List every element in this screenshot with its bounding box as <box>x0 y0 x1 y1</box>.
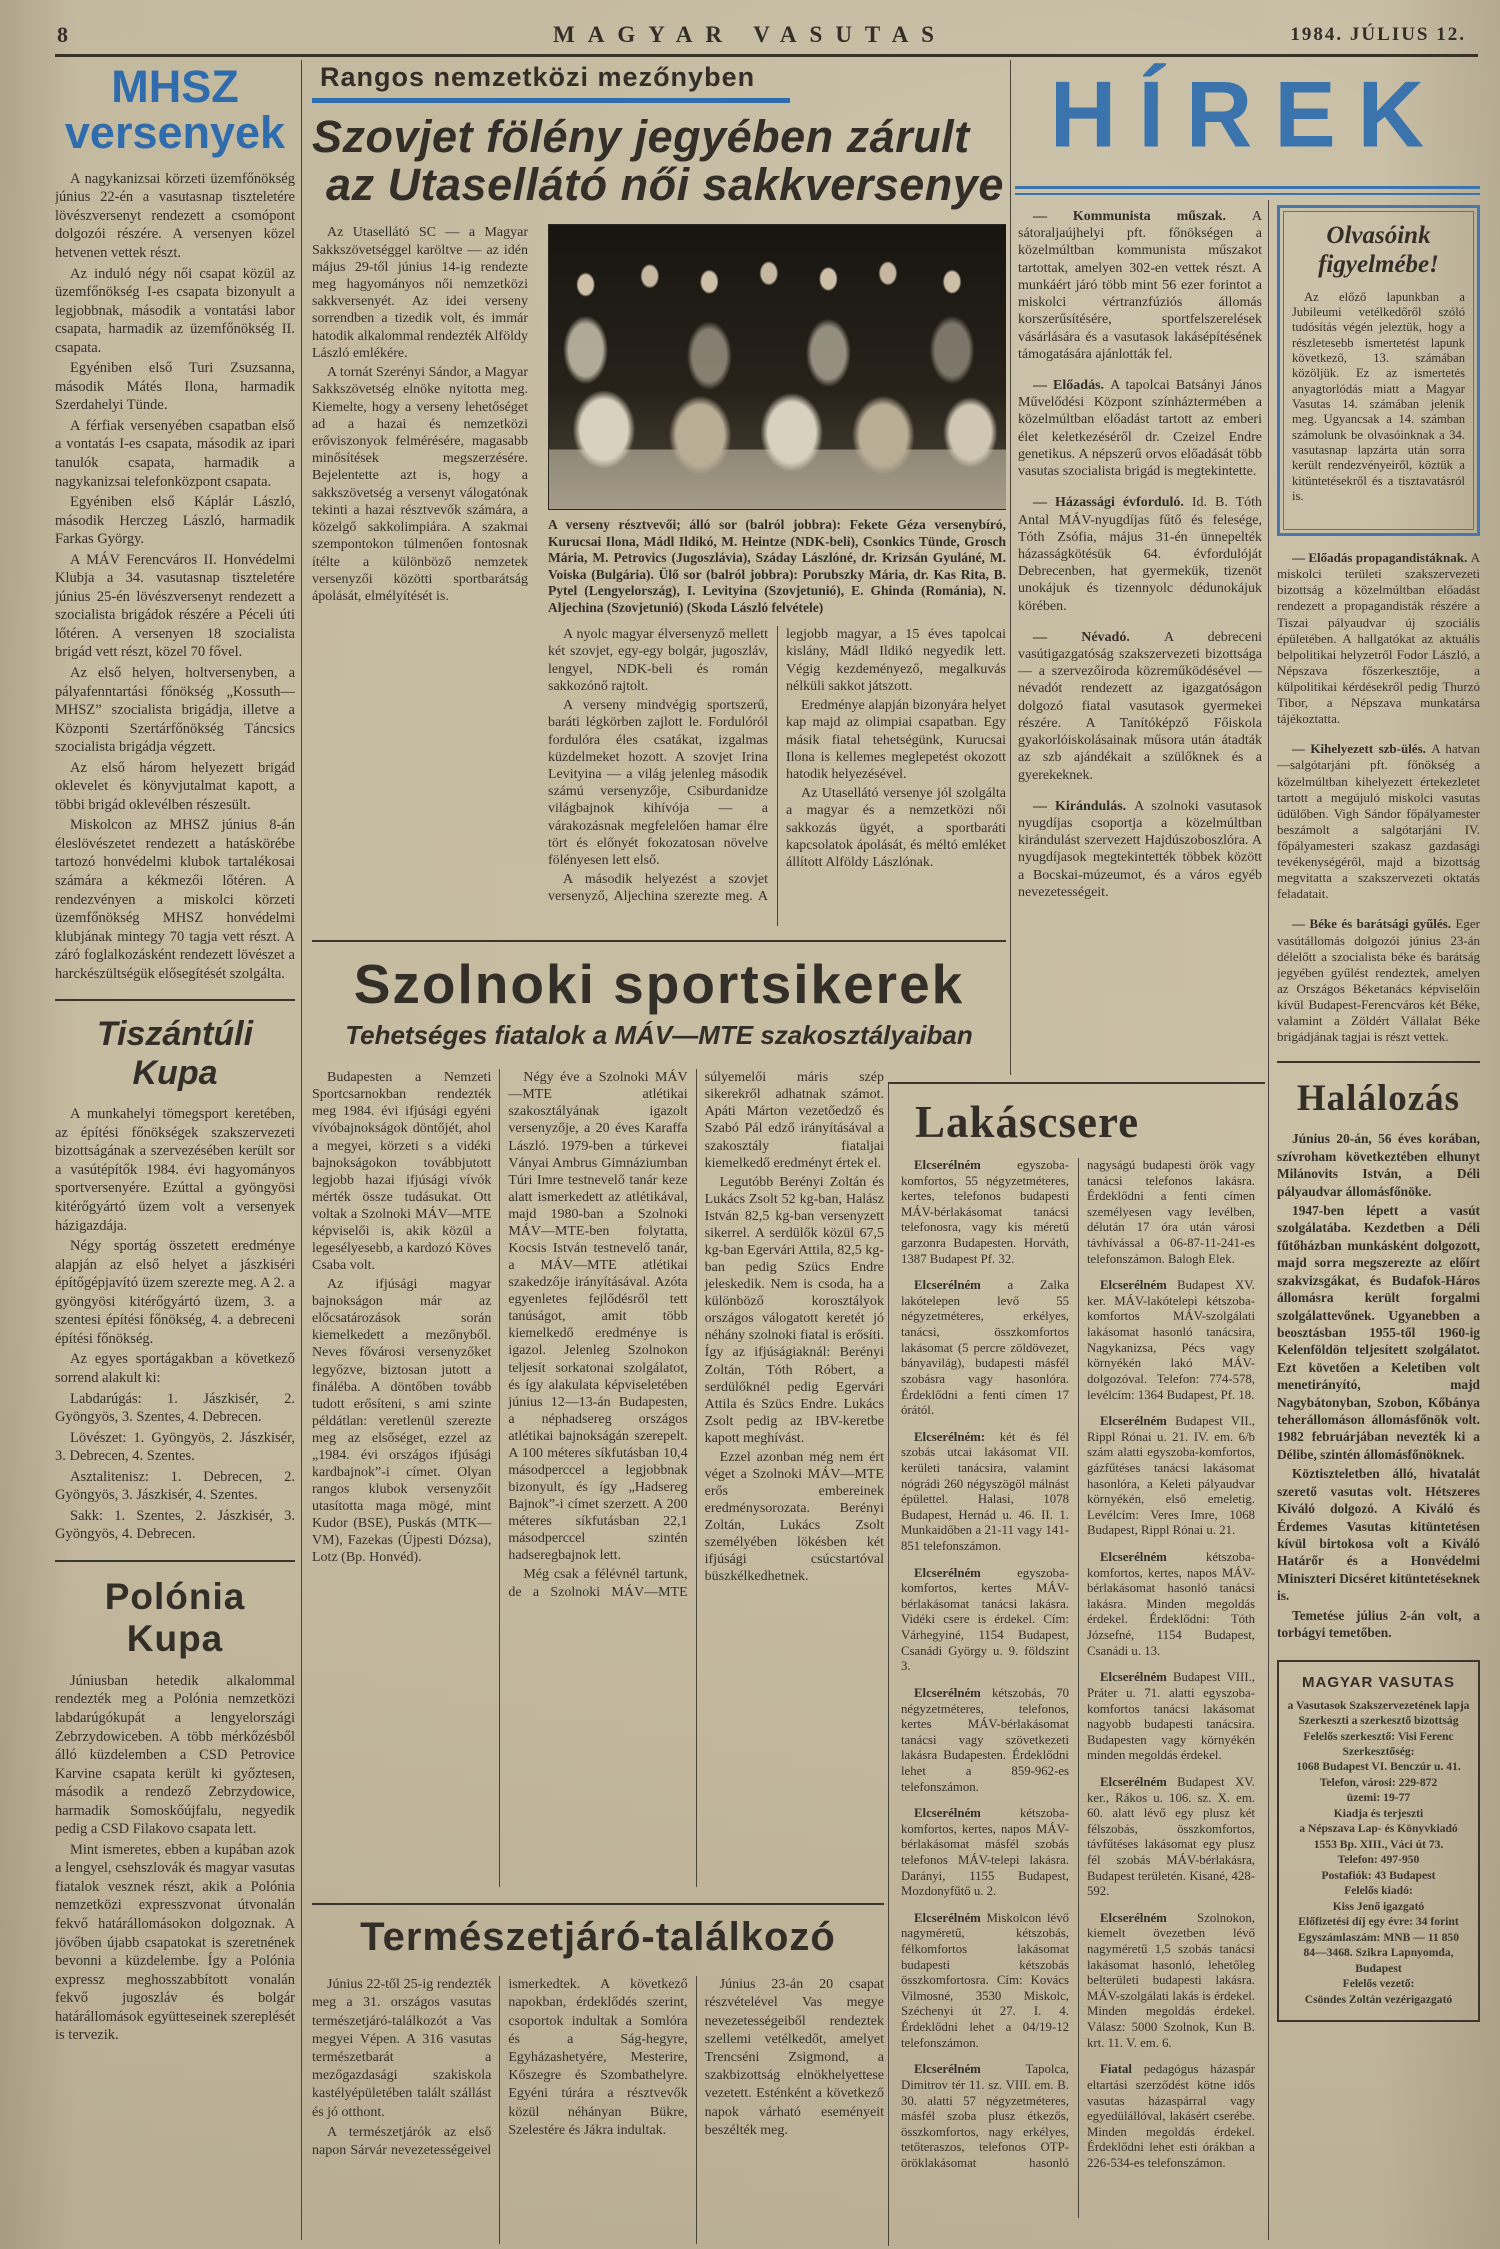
paragraph: Még csak a félévnél tartunk, de a Szolnoki MÁV—MTE súlyemelői máris szép sikerekről adhatnak számot. Apáti Márton vezetőedző és Szabó Pál edző irányításával a szakosztály fiataljai kiemelkedő eredményt értek el. <box>508 1070 884 1600</box>
impressum-box <box>1277 1660 1480 2023</box>
item-lead: — Kirándulás. <box>1033 798 1135 814</box>
right-column <box>1277 205 1480 2243</box>
chess-article-right-area <box>548 224 1006 926</box>
left-column <box>55 64 295 2244</box>
newspaper-masthead: MAGYAR VASUTAS <box>553 22 947 47</box>
hirek-logo-rule <box>1015 193 1480 195</box>
item-lead: — Béke és barátsági gyűlés. <box>1292 916 1456 932</box>
impressum-line: Szerkesztőség: <box>1342 1744 1415 1758</box>
szolnoki-title: Szolnoki sportsikerek <box>353 953 965 1016</box>
paragraph: Négy sportág összetett eredménye alapján az első helyet a jászkiséri építőgépjavító üzem szerezte meg. A 2. a gyöngyösi kitérőgyártó üzem, 3. a szentesi építési főnökség, 4. a debreceni építési főnökség. <box>55 1238 295 1347</box>
olvasoink-inner-frame <box>1283 211 1474 530</box>
polonia-kupa-title: Polónia Kupa <box>104 1575 246 1659</box>
paragraph: A férfiak versenyében csapatban első a vontatás I-es csapata, második az ipari tanulók csapata, harmadik a nagykanizsai telefonközpont csapata. <box>55 417 295 490</box>
paragraph: A MÁV Ferencváros II. Honvédelmi Klubja a 34. vasutasnap tiszteletére június 25-én lövészversenyt rendezett a szocialista brigádok részére a Péceli úti lőtéren. A versenyen 18 szocialista brigád vett részt, közel 70 fővel. <box>55 551 295 661</box>
paragraph: Lövészet: 1. Gyöngyös, 2. Jászkisér, 3. Debrecen, 4. Szentes. <box>55 1429 295 1465</box>
paragraph: Egyéniben első Turi Zsuzsanna, második Mátés Ilona, harmadik Szerdahelyi Tünde. <box>55 360 295 414</box>
tiszantuli-kupa-title: Tiszántúli Kupa <box>96 1015 254 1093</box>
szolnoki-article-body <box>312 1069 884 1887</box>
chess-group-photo <box>548 224 1006 510</box>
hirek-logo: HÍREK <box>1049 62 1447 167</box>
section-rule <box>1277 1061 1480 1063</box>
item-lead: Elcserélném <box>1100 1550 1206 1565</box>
section-rule <box>55 999 295 1001</box>
paragraph: Június 20-án, 56 éves korában, szívroham következtében elhunyt Milánovits István, a Déli pályaudvar állomásfőnöke. <box>1277 1131 1480 1199</box>
classified-ad: Fiatal pedagógus házaspár eltartási szerződést kötne idős vasutas házaspárral vagy egyedülállóval, lakásért cserébe. Minden megoldás érdekel. Érdeklődni lehet esti órákban a 226-534-es telefonszámon. <box>1087 2062 1255 2170</box>
impressum-line: Csöndes Zoltán vezérigazgató <box>1304 1992 1453 2006</box>
page-number: 8 <box>57 22 68 47</box>
classified-ad: Elcserélném a Zalka lakótelepen levő 55 négyzetméteres, erkélyes, tanácsi, összkomfortos lakásomat (5 percre zöldövezet, bányavilág), budapesti másfél szobásra vagy hasonlóra. Érdeklődni a fenti címen 17 órától. <box>901 1278 1069 1418</box>
impressum-line: Telefon, városi: 229-872 <box>1319 1775 1438 1789</box>
news-item: — Béke és barátsági gyűlés. Eger vasútállomás dolgozói június 23-án délelőtt a szocialista béke és barátság jegyében gyűlést rendeztek, amelyen az Országos Béketanács képviselőin kívül Budapest-Ferencváros két Béke, valamint a Zöldért Vállalat Béke brigádjának tagjai is részt vettek. <box>1277 916 1480 1045</box>
paragraph: Sakk: 1. Szentes, 2. Jászkisér, 3. Gyöngyös, 4. Debrecen. <box>55 1507 295 1543</box>
mhsz-title-line1: MHSZ <box>111 64 239 112</box>
chess-article <box>312 224 1006 926</box>
impressum-line: Telefon: 497-950 <box>1337 1853 1420 1867</box>
paragraph: Egyéniben első Káplár László, második Herczeg László, harmadik Farkas György. <box>55 494 295 548</box>
paragraph: Az első helyen, holtversenyben, a pályafenntartási főnökség „Kossuth—MHSZ” szocialista brigádja, illetve a Központi Szertárfőnökség Táncsics szocialista brigádja végzett. <box>55 665 295 756</box>
impressum-lines <box>1286 1699 1471 2008</box>
paragraph: A munkahelyi tömegsport keretében, az építési főnökségek szakszervezeti bizottságának a szervezésében került sor a vasútépítők 1984. évi hagyományos sportversenyére. Ezúttal a gyöngyösi kitérőgyártó üzem volt a versenyek házigazdája. <box>55 1106 295 1234</box>
olvasoink-notice-box <box>1277 205 1480 536</box>
paragraph: Júniusban hetedik alkalommal rendezték meg a Polónia nemzetközi labdarúgókupát a lengyelországi Zebrzydowiceben. A több mérkőzésből álló küzdelemben a CSD Petrovice Karvine csapata került ki győztesen, második a rendező Zebrzydowice, harmadik Somoskőújfalu, negyedik pedig a CSD Filakovo csapata lett. <box>55 1672 295 1838</box>
chess-article-continuation <box>548 626 1006 926</box>
item-lead: Elcserélném <box>1100 1670 1173 1685</box>
section-rule <box>312 940 1006 942</box>
paragraph: Június 22-től 25-ig rendezték meg a 31. országos vasutas természetjáró-találkozót a Vas megyei Vépen. A 316 vasutas természetbarát a mezőgazdasági szakiskola kastélyépületében talált szállást és jó otthont. <box>312 1977 492 2120</box>
paragraph: Mint ismeretes, ebben a kupában azok a lengyel, csehszlovák és magyar vasutas fiatalok vesznek részt, akik a Polónia nemzetközi expresszvonat útvonalán fekvő határállomásokon dolgoznak. A jövőben újabb csapatokat is szeretnének bevonni a küzdelembe. Így a Polónia expressz meghosszabbított vonalán fekvő jugoszláv és bolgár határállomások együtteseinek szereplését is tervezik. <box>55 1841 295 2044</box>
classified-ad: Elcserélném Budapest XV. ker., Rákos u. 106. sz. X. em. 60. alatt lévő egy plusz két félszobás, összkomfortos, távfűtéses lakásomat egy plusz fél szobás MÁV-bérlakásra, Budapest területén. Kisané, 428-592. <box>1087 1774 1255 1899</box>
classified-ad: Elcserélném Budapest XV. ker. MÁV-lakótelepi kétszoba-komfortos MÁV-szolgálati lakásomat hasonló tanácsira, Nagykanizsa, Pécs vagy környékén lakó MÁV-dolgozóval. Telefon: 774-578, levélcím: 1364 Budapest, Pf. 18. <box>1087 1278 1255 1402</box>
paragraph: Köztiszteletben álló, hivatalát szerető vasutas volt. Hétszeres Kiváló dolgozó. A Kiváló és Érdemes Vasutas kitüntetésen kívül birtokosa volt a Kiváló Határőr és a Honvédelmi Miniszteri Dicséret kitüntetéseknek is. <box>1277 1466 1480 1604</box>
column-rule-center <box>1010 60 1011 1075</box>
impressum-line: Felelős kiadó: <box>1344 1884 1413 1898</box>
news-item: — Kirándulás. A szolnoki vasutasok nyugdíjas csoportja a közelmúltban kirándulást szervezett Hajdúszoboszlóra. A nyugdíjasok megtekintették többek között a Bocskai-múzeumot, és a város egyéb nevezetességeit. <box>1018 798 1262 900</box>
olvasoink-text: Az előző lapunkban a Jubileumi vetélkedőről szóló tudósítás végén jeleztük, hogy a részletesebb ismertetést lapunk következő, 13. számában közöljük. Ez az ismertetés anyagtorlódás miatt a Magyar Vasutas 14. számában jelenik meg. Ugyancsak a 14. számban számolunk be olvasóinknak a 34. vasutasnap lapzárta után sorra került rendezvényeiről, köztük a kitüntetésekről és a tisztavatásról is. <box>1292 289 1465 504</box>
item-lead: — Kihelyezett szb-ülés. <box>1292 741 1432 757</box>
paragraph: Az egyes sportágakban a következő sorrend alakult ki: <box>55 1351 295 1386</box>
paragraph: Legutóbb Berényi Zoltán és Lukács Zsolt 52 kg-ban, Halász István 82,5 kg-ban versenyzett sikerrel. A serdülők közül 67,5 kg-ban Egervári Attila, 82,5 kg-ban pedig Szücs Endre jeleskedik. Nem is csoda, ha a különböző korosztályok országos válogatott keretét jó néhány szolnoki fiatal is erősíti. Így az ifjúságiaknál: Berényi Zoltán, Tóth Róbert, a serdülőknél pedig Egervári Attila és Szücs Endre. Lukács Zsolt pedig az IBV-keretbe kapott meghívást. <box>704 1174 884 1446</box>
impressum-line: Budapest <box>1355 1961 1402 1975</box>
item-lead: Elcserélném <box>914 1565 1018 1580</box>
paragraph: Június 23-án 20 csapat részvételével Vas megye nevezetességeiből rendeztek szellemi vetélkedőt, amelyet Trencséni Zsigmond, a szakbizottság elnökhelyettese vezetett. Esténként a következő napok várható eseményeit beszélték meg. <box>704 1977 884 2138</box>
paragraph: Az Utasellátó versenye jól szolgálta a magyar és a nemzetközi női sakkozás ügyét, a sportbaráti kapcsolatok ápolását, és méltó emléket állított Alföldy Lászlónak. <box>786 786 1006 871</box>
chess-headline-line2: az Utasellátó női sakkversenye <box>326 158 1004 210</box>
classified-ad: Elcserélném Budapest VIII., Práter u. 71. alatti egyszoba-komfortos tanácsi lakásomat nagyobb budapesti tanácsira. Budapesten vagy környékén minden megoldás érdekel. <box>1087 1670 1255 1763</box>
item-lead: Fiatal <box>1100 2062 1144 2077</box>
item-lead: — Házassági évforduló. <box>1033 495 1192 511</box>
classified-ad: Elcserélném kétszoba-komfortos, kertes, napos MÁV-bérlakásomat másfél szobás telefonos MÁV-telepi lakásra. Darányi, 1155 Budapest, Mozdonyfűtő u. 2. <box>901 1806 1069 1899</box>
impressum-line: a Népszava Lap- és Könyvkiadó <box>1299 1822 1458 1836</box>
item-lead: Elcserélném <box>914 1806 1020 1821</box>
hirek-news-column-2 <box>1277 550 1480 1045</box>
paragraph: A természetjárók az első napon Sárvár nevezetességeivel ismerkedtek. A következő napokban, érdeklődés szerint, csoportok indultak a Somlóra és a Ság-hegyre, Egyházashetyére, Mesterire, Kőszegre és Szombathelyre. Egyéni túrára a résztvevők közül néhányan Bükre, Szelestére és Jákra indultak. <box>312 1977 688 2158</box>
classified-ad: Elcserélném egyszoba-komfortos, kertes MÁV-bérlakásomat tanácsi lakásra. Vidéki csere is érdekel. Cím: Várhegyiné, 1154 Budapest, Csanádi György u. 9. földszint 3. <box>901 1565 1069 1674</box>
impressum-line: Kiss Jenő igazgató <box>1332 1899 1425 1913</box>
termeszetjaro-article-body <box>312 1976 884 2244</box>
news-item: — Előadás. A tapolcai Batsányi János Művelődési Központ színháztermében a közelmúltban előadást tartott az emberi élet keletkezéséről dr. Czeizel Endre genetikus. A népszerű orvos előadását több vasutas szocialista brigád is megtekintette. <box>1018 377 1262 480</box>
kicker-underline <box>312 98 790 103</box>
paragraph: Az ifjúsági magyar bajnokságon már az előcsatározások során kiemelkedett a mezőnyből. Neves fővárosi versenyzőket legyőzve, biztosan jutott a fináléba. A döntőben tovább tudott erősíteni, s ami szinte példátlan: veretlenül szerezte meg az elsőséget, ezzel az „1984. évi országos ifjúsági kardbajnok”-i címet. Olyan rangos klubok versenyzőit utasította maga mögé, mint Kudor (BSE), Puskás (MTK—VM), Fazekas (Újpesti Dózsa), Lotz (Bp. Honvéd). <box>312 1277 492 1566</box>
lakascsere-title: Lakáscsere <box>915 1097 1140 1147</box>
news-item: — Házassági évforduló. Id. B. Tóth Antal MÁV-nyugdíjas fűtő és felesége, Tóth Zsófia, május 31-én ünnepelték házasságkötésük 64. évfordulóját Debrecenben, hat gyermekük, tizenöt unokájuk és tizennyolc dédunokájuk körében. <box>1018 495 1262 614</box>
impressum-line: a Vasutasok Szakszervezetének lapja <box>1287 1698 1470 1712</box>
classified-ad: Elcserélném kétszobás, 70 négyzetméteres, telefonos, kertes MÁV-bérlakásomat tanácsi vagy szövetkezeti lakásra Budapesten. Érdeklődni lehet a 859-962-es telefonszámon. <box>901 1685 1069 1794</box>
item-lead: — Előadás propagandistáknak. <box>1292 550 1471 566</box>
news-item: — Kihelyezett szb-ülés. A hatvan—salgótarjáni pft. főnökség a közelmúltban kihelyezett értekezletet tartott a megújuló miskolci vasutas üdülőben. Vigh Sándor főpályamester beszámolt a salgótarjáni IV. főpályamesteri szakasz gazdasági tevékenységéről, majd a bizottság megvitatta a szakszervezeti oktatás feladatait. <box>1277 741 1480 902</box>
paragraph: A tornát Szerényi Sándor, a Magyar Sakkszövetség elnöke nyitotta meg. Kiemelte, hogy a verseny lehetőséget ad a hazai és nemzetközi erőviszonyok felmérésére, magasabb minősítések megszerzésére. Bejelentette azt is, hogy a sakkszövetség a versenyt válogatónak tekinti a hazai résztvevők számára, a közelgő sakkolimpiára. A szakmai szempontokon túlmenően fontosnak ítélte a különböző nemzetek versenyzői közötti sportbarátság ápolását, elmélyítését is. <box>312 365 528 604</box>
item-lead: Elcserélném: <box>914 1429 1000 1444</box>
impressum-line: Előfizetési díj egy évre: 34 forint <box>1298 1915 1459 1929</box>
paragraph: Eredménye alapján bizonyára helyet kap majd az olimpiai csapatban. Egy másik fiatal tehetségünk, Kurucsai Ilona is kellemes meglepetést okozott hatodik helyezésével. <box>786 698 1006 782</box>
kicker: Rangos nemzetközi mezőnyben <box>320 62 756 92</box>
item-lead: Elcserélném <box>1100 1414 1176 1429</box>
classified-ad: Elcserélném kétszoba-komfortos, kertes, napos MÁV-bérlakásomat hasonló tanácsi lakásra. Minden megoldás érdekel. Érdeklődni: Tóth Józsefné, 1154 Budapest, Csanádi u. 13. <box>1087 1550 1255 1658</box>
section-rule <box>55 1560 295 1562</box>
olvasoink-title-line2: figyelmébe! <box>1318 250 1439 278</box>
column-rule-right <box>1268 200 1269 2240</box>
paragraph: Budapesten a Nemzeti Sportcsarnokban rendezték meg 1984. évi ifjúsági egyéni vívóbajnokságok döntőjét, ahol a megyei, körzeti s a vidéki bajnokságokon továbbjutott legjobb hazai ifjúsági vívók mérték össze tudásukat. Ott voltak a Szolnoki MÁV—MTE képviselői is, akik közül a legesélyesebb, a kardozó Köves Csaba volt. <box>312 1070 492 1274</box>
photo-caption: A verseny résztvevői; álló sor (balról jobbra): Fekete Géza versenybíró, Kurucsai Ilona, Mádl Ildikó, M. Heintze (NDK-beli), Csonkics Tünde, Grosch Mária, M. Petrovics (Jugoszlávia), Száday Lászlóné, dr. Krizsán Gyuláné, M. Voiska (Bulgária). Ülő sor (balról jobbra): Porubszky Mária, dr. Kas Rita, B. Pytel (Lengyelország), I. Levityina (Szovjetunió), E. Ghinda (Románia), N. Aljechina (Szovjetunió) (Skoda László felvétele) <box>548 517 1006 615</box>
hirek-logo-rule <box>1015 186 1480 189</box>
impressum-line: Kiadja és terjeszti <box>1333 1806 1424 1820</box>
impressum-line: Postafiók: 43 Budapest <box>1321 1868 1436 1882</box>
mhsz-title-line2: versenyek <box>64 106 286 158</box>
section-rule <box>312 1903 884 1905</box>
item-lead: — Névadó. <box>1033 629 1165 645</box>
classified-ad: Elcserélném egyszoba-komfortos, 55 négyzetméteres, kertes, telefonos budapesti MÁV-bérlakásomat tanácsi telefonosra, vagy kis méretű garzonra Budapesten. Horváth, 1387 Budapest Pf. 32. <box>901 1158 1069 1266</box>
paragraph: Asztalitenisz: 1. Debrecen, 2. Gyöngyös, 3. Jászkisér, 4. Szentes. <box>55 1468 295 1504</box>
news-item: — Névadó. A debreceni vasútigazgatóság szakszervezeti bizottsága — a szervezőiroda közreműködésével — névadót rendezett az igazgatóságon dolgozó fiatal vasutasok gyermekei részére. A Tanítóképző Főiskola gyakorlóiskolásainak műsora után átadták az szb ajándékait a szülőknek és a gyerekeknek. <box>1018 629 1262 783</box>
impressum-title: MAGYAR VASUTAS <box>1302 1673 1455 1691</box>
impressum-line: 1068 Budapest VI. Benczúr u. 41. <box>1296 1760 1461 1774</box>
classified-ads <box>901 1158 1255 2218</box>
item-lead: — Kommunista műszak. <box>1033 209 1252 224</box>
olvasoink-title-line1: Olvasóink <box>1326 222 1431 249</box>
paragraph: Ezzel azonban még nem ért véget a Szolnoki MÁV—MTE erős embereinek eredménysorozata. Berényi Zoltán, Lukács Zsolt személyében lökésben két ifjúsági csúcstartóval büszkélkedhetnek. <box>704 1449 884 1585</box>
paragraph: A második helyezést a szovjet versenyző, Aljechina szerezte meg. A legjobb magyar, a 15 éves tapolcai kislány, Mádl Ildikó negyedik lett. Végig kezdeményező, megalkuvás nélküli sakkot játszott. <box>548 627 1006 905</box>
item-lead: Elcserélném <box>914 2062 1026 2077</box>
item-lead: Elcserélném <box>1100 1278 1178 1293</box>
termeszetjaro-title: Természetjáró-találkozó <box>360 1915 836 1960</box>
item-lead: Elcserélném <box>914 1910 987 1925</box>
paragraph: A nyolc magyar élversenyző mellett két szovjet, egy-egy bolgár, jugoszláv, lengyel, NDK-beli és román sakkozónő rajtolt. <box>548 627 768 694</box>
polonia-article-body <box>55 1672 295 2045</box>
paragraph: Az első három helyezett brigád oklevelet és könyvjutalmat kapott, a többi brigád oklevélben részesült. <box>55 759 295 813</box>
hirek-news-column <box>1018 208 1262 1074</box>
photo-credit: (Skoda László felvétele) <box>686 599 824 615</box>
impressum-line: 84—3468. Szikra Lapnyomda, <box>1303 1946 1454 1960</box>
impressum-line: Szerkeszti a szerkesztő bizottság <box>1298 1714 1459 1728</box>
item-lead: Elcserélném <box>914 1685 993 1700</box>
tiszantuli-article-body <box>55 1105 295 1544</box>
impressum-line: üzemi: 19-77 <box>1346 1791 1411 1805</box>
item-lead: Elcserélném <box>914 1158 1018 1172</box>
classified-ad: Elcserélném Tapolca, Dimitrov tér 11. sz. VIII. em. B. 30. alatti 57 négyzetméteres, másfél szoba plusz étkezős, összkomfortos, nagy erkélyes, tetőteraszos, telefonos OTP-öröklakásomat hasonló nagyságú budapesti örök vagy tanácsi telefonos lakásra. Érdeklődni a fenti címen személyesen vagy levélben, délután 17 óra után városi távhívással a 06-87-11-241-es telefonszámon. Balogh Elek. <box>901 1158 1255 2170</box>
item-lead: Elcserélném <box>1100 1910 1198 1925</box>
classified-ad: Elcserélném: két és fél szobás utcai lakásomat VII. kerületi tanácsira, valamint nógrádi 260 négyszögöl málnást épülettel. Halasi, 1078 Budapest, Hernád u. 46. II. 1. Munkaidőben a 21-11 vagy 141-851 telefonszámon. <box>901 1429 1069 1554</box>
chess-headline-line1: Szovjet fölény jegyében zárult <box>312 111 970 162</box>
paragraph: A nagykanizsai körzeti üzemfőnökség június 22-én a vasutasnap tiszteletére lövészversenyt rendezett a csomópont dolgozói részére. A versenyen közel hetvenen vettek részt. <box>55 170 295 261</box>
news-item: — Előadás propagandistáknak. A miskolci területi szakszervezeti bizottság a közelmúltban előadást rendezett a propagandisták részére a Tiszai pályaudvar új szociális épületében. A hallgatókat az aktuális belpolitikai helyzetről Fodor László, a Népszava főszerkesztője, a külpolitikai kérdésekről pedig Thurzó Tibor, a Népszava munkatársa tájékoztatta. <box>1277 550 1480 727</box>
paragraph: A verseny mindvégig sportszerű, baráti légkörben zajlott le. Fordulóról fordulóra éles csatákat, izgalmas küzdelmeket hozott. A szovjet Irina Levityina — a világ jelenleg második számú versenyzője, Csiburdanidze világbajnok kihívója — a várakozásnak megfelelően hamar élre tört és előnyét fokozatosan növelve fölényesen lett első. <box>548 698 768 869</box>
issue-date: 1984. JÚLIUS 12. <box>1290 24 1466 45</box>
impressum-line: 1553 Bp. XIII., Váci út 73. <box>1313 1837 1444 1851</box>
lakascsere-classifieds <box>888 1082 1265 2246</box>
paragraph: Labdarúgás: 1. Jászkisér, 2. Gyöngyös, 3. Szentes, 4. Debrecen. <box>55 1390 295 1426</box>
paragraph: Az induló négy női csapat közül az üzemfőnökség I-es csapata bizonyult a legjobbnak, második a vontatási labor csapata, harmadik az üzemfőnökség II. csapata. <box>55 265 295 356</box>
paragraph: 1947-ben lépett a vasút szolgálatába. Kezdetben a Déli fűtőházban munkásként dolgozott, majd sorra megszerezte az előírt szakvizsgákat, és Budafok-Háros állomásra került forgalmi szolgálattevőnek. Ugyanebben a beosztásban 1955-től 1960-ig Kelenföldön teljesített szolgálatot. Ezt követően a Keletiben volt menetirányító, majd Nagybátonyban, Szobon, Kőbánya teherállomáson állomásfőnök volt. 1982 februárjában nevezték ki a Délibe, szintén állomásfőnöknek. <box>1277 1202 1480 1462</box>
paragraph: Miskolcon az MHSZ június 8-án éleslövészetet rendezett a hatáskörébe tartozó honvédelmi klubok tartalékosai számára a kékmezői lőtéren. A rendezvényen a miskolci körzeti üzemfőnökség MHSZ honvédelmi klubjának mintegy 70 tagja vett részt. A záró foglalkozásként rendezett lövészet a harckészültségük elősegítését szolgálta. <box>55 817 295 982</box>
szolnoki-subtitle: Tehetséges fiatalok a MÁV—MTE szakosztályaiban <box>345 1020 973 1051</box>
impressum-line: Felelős szerkesztő: Visi Ferenc <box>1303 1729 1454 1743</box>
classified-ad: Elcserélném Szolnokon, kiemelt övezetben lévő nagyméretű 1,5 szobás tanácsi lakásomat hasonló, lehetőleg belterületi budapesti lakásra. MÁV-szolgálati lakás is érdekel. Minden megoldás érdekel. Válasz: 5000 Szolnok, Kun B. krt. 11. V. em. 6. <box>1087 1910 1255 2050</box>
paragraph: Négy éve a Szolnoki MÁV—MTE atlétikai szakosztályának igazolt versenyzője, a 20 éves Karaffa László. 1979-ben a túrkevei Ványai Ambrus Gimnáziumban Túri Imre testnevelő tanár keze alatt ismerkedett az atlétikával, majd 1980-ban a Szolnoki MÁV—MTE-ben folytatta, Kocsis István testnevelő tanár, a MÁV—MTE atlétikai szakedzője irányításával. Azóta egyenletes fejlődésről tett tanúságot, amit több kiemelkedő eredménye is igazol. Jelenleg Szolnokon teljesít sorkatonai szolgálatot, és így alakulata képviseletében június 12—13-án Budapesten, a néphadsereg országos atlétikai bajnokságán szerepelt. A 100 méteres síkfutásban 10,4 másodperccel a legjobbnak bizonyult, és így „Hadsereg Bajnok”-i címet szerzett. A 200 méteres síkfutásban 22,1 másodperccel szintén hadseregbajnok lett. <box>508 1070 688 1564</box>
impressum-line: Egyszámlaszám: MNB — 11 850 <box>1297 1930 1459 1944</box>
paragraph: Temetése július 2-án volt, a torbágyi temetőben. <box>1277 1607 1480 1641</box>
impressum-line: Felelős vezető: <box>1342 1977 1415 1991</box>
news-item: — Kommunista műszak. A sátoraljaújhelyi pft. főnökségen a közelmúltban kommunista műszakot tartottak, amelyen 302-en vettek részt. A munkáért járó több mint 56 ezer forintot a miskolci vértranzfúziós állomás korszerűsítésére, sportfelszerelések vásárlására és a vasutasok lakásépítésének támogatására ajánlották fel. <box>1018 209 1262 362</box>
classified-ad: Elcserélném Miskolcon lévő nagyméretű, kétszobás, félkomfortos lakásomat budapesti kétszobás összkomfortosra. Cím: Kovács Vilmosné, 3530 Miskolc, Széchenyi út 27. I. 4. Érdeklődni lehet a 04/19-12 telefonszámon. <box>901 1910 1069 2050</box>
item-lead: — Előadás. <box>1033 377 1111 393</box>
mhsz-article-body <box>55 170 295 984</box>
item-lead: Elcserélném <box>1100 1774 1178 1789</box>
item-lead: Elcserélném <box>914 1278 1008 1293</box>
paragraph: Az Utasellátó SC — a Magyar Sakkszövetséggel karöltve — az idén május 29-től június 14-ig rendezte meg hagyományos női nemzetközi sakkversenyét. Az idei verseny sorrendben a tizedik volt, és immár hatodik alkalommal rendezték Alföldy László emlékére. <box>312 225 528 361</box>
classified-ad: Elcserélném Budapest VII., Rippl Rónai u. 21. IV. em. 6/b szám alatti egyszoba-komfortos, gázfűtéses tanácsi lakásomat hasonlóra, a Keleti pályaudvar környékén, első emeletig. Levélcím: Veres Imre, 1068 Budapest, Rippl Rónai u. 21. <box>1087 1414 1255 1538</box>
obituary-body <box>1277 1130 1480 1641</box>
halalozas-title: Halálozás <box>1296 1078 1461 1120</box>
chess-article-left-column <box>312 224 528 926</box>
column-rule-left <box>301 60 302 2240</box>
